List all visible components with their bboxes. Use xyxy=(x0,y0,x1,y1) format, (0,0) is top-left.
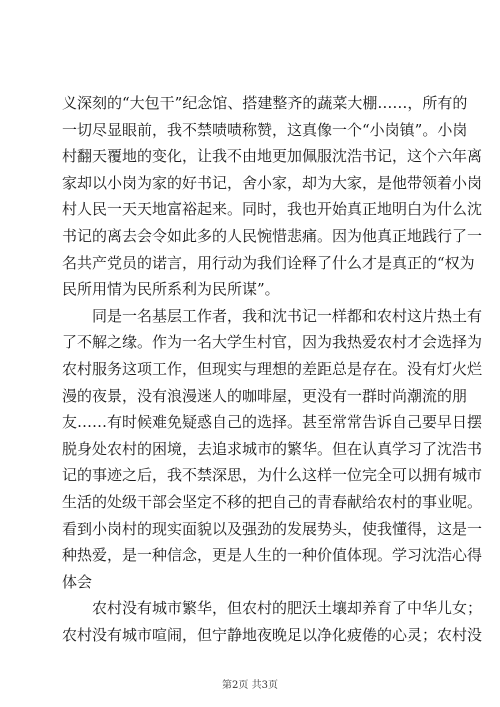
text-line: 了不解之缘。作为一名大学生村官，因为我热爱农村才会选择为 xyxy=(62,333,483,352)
text-line: 友……有时候难免疑惑自己的选择。甚至常常告诉自己要早日摆 xyxy=(62,413,483,432)
text-line: 义深刻的“大包干”纪念馆、搭建整齐的蔬菜大棚……，所有的 xyxy=(62,94,468,112)
text-line: 村人民一天天地富裕起来。同时，我也开始真正地明白为什么沈 xyxy=(62,200,483,219)
text-line: 生活的处级干部会坚定不移的把自己的青春献给农村的事业呢。 xyxy=(62,492,483,511)
text-line: 农村没有城市繁华，但农村的肥沃土壤却养育了中华儿女； xyxy=(92,599,483,618)
page-number-footer: 第2页 共3页 xyxy=(222,680,278,691)
text-line: 民所用情为民所系利为民所谋”。 xyxy=(62,280,280,299)
document-body xyxy=(62,90,483,648)
text-line: 种热爱，是一种信念，更是人生的一种价值体现。学习沈浩心得 xyxy=(62,546,483,565)
text-line: 名共产党员的诺言，用行动为我们诠释了什么才是真正的“权为 xyxy=(62,253,475,272)
text-line: 家却以小岗为家的好书记，舍小家，却为大家，是他带领着小岗 xyxy=(62,173,483,192)
text-line: 一切尽显眼前，我不禁啧啧称赞，这真像一个“小岗镇”。小岗 xyxy=(62,120,468,139)
text-line: 看到小岗村的现实面貌以及强劲的发展势头，使我懂得，这是一 xyxy=(62,519,483,538)
text-line: 体会 xyxy=(62,572,93,591)
text-line: 记的事迹之后，我不禁深思，为什么这样一位完全可以拥有城市 xyxy=(62,466,483,485)
text-line: 农村没有城市喧闹，但宁静地夜晚足以净化疲倦的心灵；农村没 xyxy=(62,625,483,644)
text-line: 农村服务这项工作，但现实与理想的差距总是存在。没有灯火烂 xyxy=(62,359,483,378)
paragraph-3 xyxy=(62,595,483,648)
text-line: 同是一名基层工作者，我和沈书记一样都和农村这片热土有 xyxy=(92,306,483,325)
text-line: 漫的夜景，没有浪漫迷人的咖啡屋，更没有一群时尚潮流的朋 xyxy=(62,386,468,405)
paragraph-2 xyxy=(62,303,483,596)
text-line: 脱身处农村的困境，去追求城市的繁华。但在认真学习了沈浩书 xyxy=(62,439,483,458)
text-line: 书记的离去会令如此多的人民惋惜悲痛。因为他真正地践行了一 xyxy=(62,226,483,245)
paragraph-1 xyxy=(62,90,483,303)
text-line: 村翻天覆地的变化，让我不由地更加佩服沈浩书记，这个六年离 xyxy=(62,147,483,166)
